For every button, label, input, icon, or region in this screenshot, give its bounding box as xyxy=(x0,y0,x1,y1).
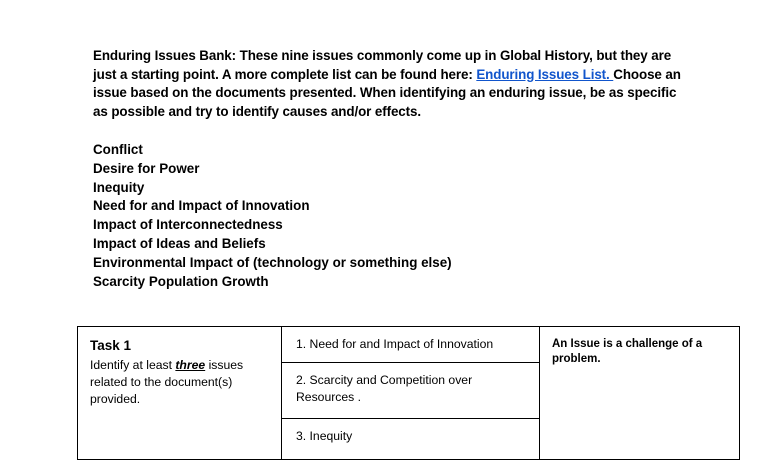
task-instruction-text: Identify at least xyxy=(90,358,176,372)
task-table xyxy=(77,326,740,460)
answers-cell xyxy=(282,327,540,460)
task-instruction-emphasis: three xyxy=(175,358,206,372)
note-cell xyxy=(540,327,740,460)
issue-item: Inequity xyxy=(93,179,145,195)
task-title: Task 1 xyxy=(90,338,132,353)
intro-text: Enduring Issues Bank: These nine issues commonly come up in Global History, but they are just a starting point. A more complete list can be found here: xyxy=(93,48,672,82)
issue-item: Impact of Interconnectedness xyxy=(93,217,283,233)
answer-2[interactable]: 2. Scarcity and Competition over Resources . xyxy=(282,363,539,419)
answer-3[interactable]: 3. Inequity xyxy=(296,429,353,443)
issue-item: Conflict xyxy=(93,142,143,157)
intro-paragraph xyxy=(93,47,693,121)
issues-list xyxy=(93,141,693,291)
task-instruction-cell xyxy=(78,327,282,460)
intro-text-continued: Choose an issue based on the documents presented. When identifying an enduring issue, be as specific as possible and try to identify causes and/or effects. xyxy=(93,66,681,119)
issue-item: Environmental Impact of (technology or something else) xyxy=(93,254,452,270)
issue-item: Desire for Power xyxy=(93,160,200,176)
answer-1[interactable]: 1. Need for and Impact of Innovation xyxy=(282,327,539,363)
task-instruction xyxy=(90,357,281,408)
issue-item: Impact of Ideas and Beliefs xyxy=(93,235,266,251)
issue-item: Scarcity Population Growth xyxy=(93,273,269,289)
issue-item: Need for and Impact of Innovation xyxy=(93,198,310,214)
enduring-issues-list-link[interactable]: Enduring Issues List. xyxy=(476,66,614,82)
issue-definition-note: An Issue is a challenge of a problem. xyxy=(552,338,703,365)
task-instruction-text-end: issues related to the document(s) provided. xyxy=(90,358,244,406)
